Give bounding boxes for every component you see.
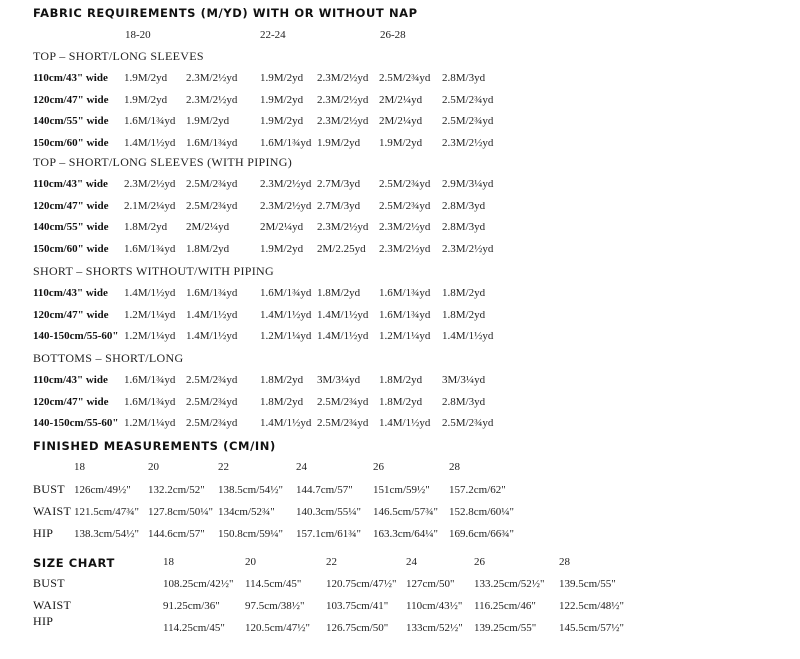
fabric-width-label: 120cm/47" wide — [33, 199, 109, 212]
yardage-value: 1.6M/1¾yd — [260, 287, 312, 299]
measurement-value: 132.2cm/52" — [148, 484, 205, 496]
yardage-value: 2.5M/2¾yd — [186, 417, 238, 429]
size-chart-value: 97.5cm/38½" — [245, 600, 305, 612]
measurement-value: 169.6cm/66¾" — [449, 528, 514, 540]
yardage-value: 2.3M/2½yd — [317, 115, 369, 127]
yardage-value: 1.8M/2yd — [124, 221, 168, 233]
yardage-value: 2.1M/2¼yd — [124, 199, 176, 212]
yardage-value: 2.5M/2¾yd — [442, 93, 494, 106]
yardage-value: 1.9M/2yd — [124, 72, 168, 84]
yardage-value: 2.5M/2¾yd — [442, 115, 494, 127]
yardage-value: 1.8M/2yd — [186, 242, 230, 255]
yardage-value: 1.4M/1½yd — [186, 308, 238, 321]
measurement-value: 157.2cm/62" — [449, 484, 506, 496]
size-chart-value: 139.5cm/55" — [559, 578, 616, 590]
measurement-value: 138.3cm/54½" — [74, 528, 139, 540]
fabric-width-label: 150cm/60" wide — [33, 136, 109, 149]
yardage-value: 1.6M/1¾yd — [186, 136, 238, 149]
section-title: TOP – SHORT/LONG SLEEVES — [33, 49, 204, 63]
yardage-value: 1.6M/1¾yd — [124, 374, 176, 386]
yardage-value: 1.6M/1¾yd — [124, 242, 176, 255]
yardage-value: 2.3M/2½yd — [379, 242, 431, 255]
size-chart-value: 139.25cm/55" — [474, 622, 537, 634]
size-chart-value: 122.5cm/48½" — [559, 600, 624, 612]
fabric-requirements-heading: FABRIC REQUIREMENTS (M/YD) WITH OR WITHOUT NAP — [33, 6, 418, 20]
size-header: 18 — [163, 556, 174, 568]
fabric-width-label: 140cm/55" wide — [33, 221, 109, 233]
size-chart-value: 126.75cm/50" — [326, 622, 389, 634]
section-title: BOTTOMS – SHORT/LONG — [33, 351, 184, 365]
size-chart-value: 103.75cm/41" — [326, 600, 389, 612]
size-header: 28 — [449, 461, 460, 473]
measurement-value: 121.5cm/47¾" — [74, 506, 139, 518]
section-title: TOP – SHORT/LONG SLEEVES (WITH PIPING) — [33, 155, 293, 169]
yardage-value: 1.6M/1¾yd — [124, 395, 176, 408]
yardage-value: 2.5M/2¾yd — [379, 178, 431, 190]
yardage-value: 1.2M/1¼yd — [124, 417, 176, 429]
size-header: 28 — [559, 556, 570, 568]
yardage-value: 2.9M/3¼yd — [442, 178, 494, 190]
measurement-value: 144.6cm/57" — [148, 528, 205, 540]
fabric-width-label: 140-150cm/55-60" — [33, 330, 119, 342]
yardage-value: 2.3M/2½yd — [186, 72, 238, 84]
yardage-value: 3M/3¼yd — [317, 374, 361, 386]
measurement-value: 138.5cm/54½" — [218, 484, 283, 496]
size-header: 18 — [74, 461, 85, 473]
yardage-value: 2M/2¼yd — [379, 115, 423, 127]
fabric-width-label: 110cm/43" wide — [33, 287, 108, 299]
yardage-value: 2.8M/3yd — [442, 72, 486, 84]
yardage-value: 2.5M/2¾yd — [442, 417, 494, 429]
fabric-width-label: 140cm/55" wide — [33, 115, 109, 127]
yardage-value: 1.6M/1¾yd — [379, 287, 431, 299]
size-chart-value: 110cm/43½" — [406, 600, 463, 612]
size-chart-value: 116.25cm/46" — [474, 600, 536, 612]
yardage-value: 2.8M/3yd — [442, 395, 486, 408]
yardage-value: 1.4M/1½yd — [186, 330, 238, 342]
yardage-value: 2.3M/2½yd — [317, 221, 369, 233]
yardage-value: 1.4M/1½yd — [260, 308, 312, 321]
size-range-header: 22-24 — [260, 29, 286, 41]
size-header: 22 — [326, 556, 337, 568]
fabric-width-label: 120cm/47" wide — [33, 395, 109, 408]
yardage-value: 2.5M/2¾yd — [317, 417, 369, 429]
size-chart-label: BUST — [33, 576, 65, 590]
yardage-value: 1.4M/1½yd — [317, 308, 369, 321]
size-header: 20 — [148, 461, 159, 473]
yardage-value: 1.2M/1¼yd — [379, 330, 431, 342]
yardage-value: 1.4M/1½yd — [260, 417, 312, 429]
size-chart-value: 108.25cm/42½" — [163, 578, 234, 590]
measurement-value: 163.3cm/64¼" — [373, 528, 438, 540]
size-chart-value: 114.5cm/45" — [245, 578, 302, 590]
size-chart-value: 114.25cm/45" — [163, 622, 225, 634]
yardage-value: 2.3M/2½yd — [186, 93, 238, 106]
size-range-header: 26-28 — [380, 29, 406, 41]
measurement-value: 151cm/59½" — [373, 484, 430, 496]
yardage-value: 2M/2.25yd — [317, 242, 366, 255]
yardage-value: 2.5M/2¾yd — [186, 199, 238, 212]
yardage-value: 1.6M/1¾yd — [379, 308, 431, 321]
yardage-value: 1.9M/2yd — [260, 115, 304, 127]
yardage-value: 2M/2¼yd — [260, 221, 304, 233]
yardage-value: 2.3M/2½yd — [442, 136, 494, 149]
yardage-value: 1.6M/1¾yd — [186, 287, 238, 299]
yardage-value: 1.9M/2yd — [260, 72, 304, 84]
yardage-value: 2.3M/2½yd — [379, 221, 431, 233]
size-header: 26 — [474, 556, 485, 568]
yardage-value: 1.8M/2yd — [379, 374, 423, 386]
measurement-value: 127.8cm/50¼" — [148, 506, 213, 518]
yardage-value: 1.4M/1½yd — [442, 330, 494, 342]
size-chart-value: 133cm/52½" — [406, 622, 463, 634]
size-chart-value: 120.5cm/47½" — [245, 622, 310, 634]
yardage-value: 1.4M/1½yd — [124, 136, 176, 149]
section-title: SHORT – SHORTS WITHOUT/WITH PIPING — [33, 264, 274, 278]
yardage-value: 1.9M/2yd — [124, 93, 168, 106]
fabric-width-label: 110cm/43" wide — [33, 72, 108, 84]
size-chart-heading: SIZE CHART — [33, 556, 115, 570]
yardage-value: 2.7M/3yd — [317, 199, 361, 212]
yardage-value: 1.4M/1½yd — [124, 287, 176, 299]
finished-measurements-heading: FINISHED MEASUREMENTS (CM/IN) — [33, 439, 276, 453]
yardage-value: 1.6M/1¾yd — [260, 136, 312, 149]
size-chart-value: 120.75cm/47½" — [326, 578, 397, 590]
fabric-width-label: 110cm/43" wide — [33, 178, 108, 190]
measurement-value: 146.5cm/57¾" — [373, 506, 438, 518]
size-header: 24 — [296, 461, 307, 473]
size-header: 24 — [406, 556, 417, 568]
fabric-width-label: 120cm/47" wide — [33, 308, 109, 321]
yardage-value: 3M/3¼yd — [442, 374, 486, 386]
yardage-value: 1.6M/1¾yd — [124, 115, 176, 127]
yardage-value: 1.8M/2yd — [442, 308, 486, 321]
size-chart-value: 91.25cm/36" — [163, 600, 220, 612]
measurement-label: HIP — [33, 526, 54, 540]
yardage-value: 2.5M/2¾yd — [186, 395, 238, 408]
size-header: 22 — [218, 461, 229, 473]
yardage-value: 1.4M/1½yd — [317, 330, 369, 342]
size-header: 26 — [373, 461, 384, 473]
size-chart-label: WAIST — [33, 598, 72, 612]
size-chart-label: HIP — [33, 614, 54, 628]
measurement-value: 150.8cm/59¼" — [218, 528, 283, 540]
yardage-value: 1.8M/2yd — [260, 395, 304, 408]
yardage-value: 1.9M/2yd — [186, 115, 230, 127]
yardage-value: 1.2M/1¼yd — [124, 330, 176, 342]
measurement-value: 126cm/49½" — [74, 484, 131, 496]
yardage-value: 2M/2¼yd — [186, 221, 230, 233]
fabric-width-label: 140-150cm/55-60" — [33, 417, 119, 429]
measurement-label: WAIST — [33, 504, 72, 518]
measurement-value: 157.1cm/61¾" — [296, 528, 361, 540]
yardage-value: 2.3M/2½yd — [317, 72, 369, 84]
yardage-value: 2.8M/3yd — [442, 221, 486, 233]
measurement-value: 144.7cm/57" — [296, 484, 353, 496]
yardage-value: 1.8M/2yd — [442, 287, 486, 299]
size-chart-value: 127cm/50" — [406, 578, 455, 590]
yardage-value: 2.5M/2¾yd — [379, 72, 431, 84]
yardage-value: 1.8M/2yd — [317, 287, 361, 299]
yardage-value: 2.8M/3yd — [442, 199, 486, 212]
measurement-value: 152.8cm/60¼" — [449, 506, 514, 518]
yardage-value: 1.9M/2yd — [260, 93, 304, 106]
yardage-value: 1.9M/2yd — [379, 136, 423, 149]
yardage-value: 2.3M/2½yd — [317, 93, 369, 106]
yardage-value: 1.4M/1½yd — [379, 417, 431, 429]
yardage-value: 1.8M/2yd — [260, 374, 304, 386]
yardage-value: 1.2M/1¼yd — [124, 308, 176, 321]
size-range-header: 18-20 — [125, 29, 151, 41]
fabric-width-label: 150cm/60" wide — [33, 242, 109, 255]
size-chart-value: 145.5cm/57½" — [559, 622, 624, 634]
yardage-value: 2.3M/2½yd — [442, 242, 494, 255]
yardage-value: 2.5M/2¾yd — [317, 395, 369, 408]
measurement-value: 134cm/52¾" — [218, 506, 275, 518]
measurement-label: BUST — [33, 482, 65, 496]
yardage-value: 2.3M/2½yd — [260, 178, 312, 190]
yardage-value: 1.9M/2yd — [317, 136, 361, 149]
size-chart-value: 133.25cm/52½" — [474, 578, 545, 590]
yardage-value: 2.5M/2¾yd — [186, 374, 238, 386]
yardage-value: 2.3M/2½yd — [260, 199, 312, 212]
measurement-value: 140.3cm/55¼" — [296, 506, 361, 518]
yardage-value: 1.2M/1¼yd — [260, 330, 312, 342]
yardage-value: 1.9M/2yd — [260, 242, 304, 255]
size-header: 20 — [245, 556, 256, 568]
yardage-value: 2.5M/2¾yd — [379, 199, 431, 212]
yardage-value: 2.3M/2½yd — [124, 178, 176, 190]
fabric-width-label: 110cm/43" wide — [33, 374, 108, 386]
yardage-value: 1.8M/2yd — [379, 395, 423, 408]
yardage-value: 2.7M/3yd — [317, 178, 361, 190]
yardage-value: 2.5M/2¾yd — [186, 178, 238, 190]
fabric-width-label: 120cm/47" wide — [33, 93, 109, 106]
yardage-value: 2M/2¼yd — [379, 93, 423, 106]
